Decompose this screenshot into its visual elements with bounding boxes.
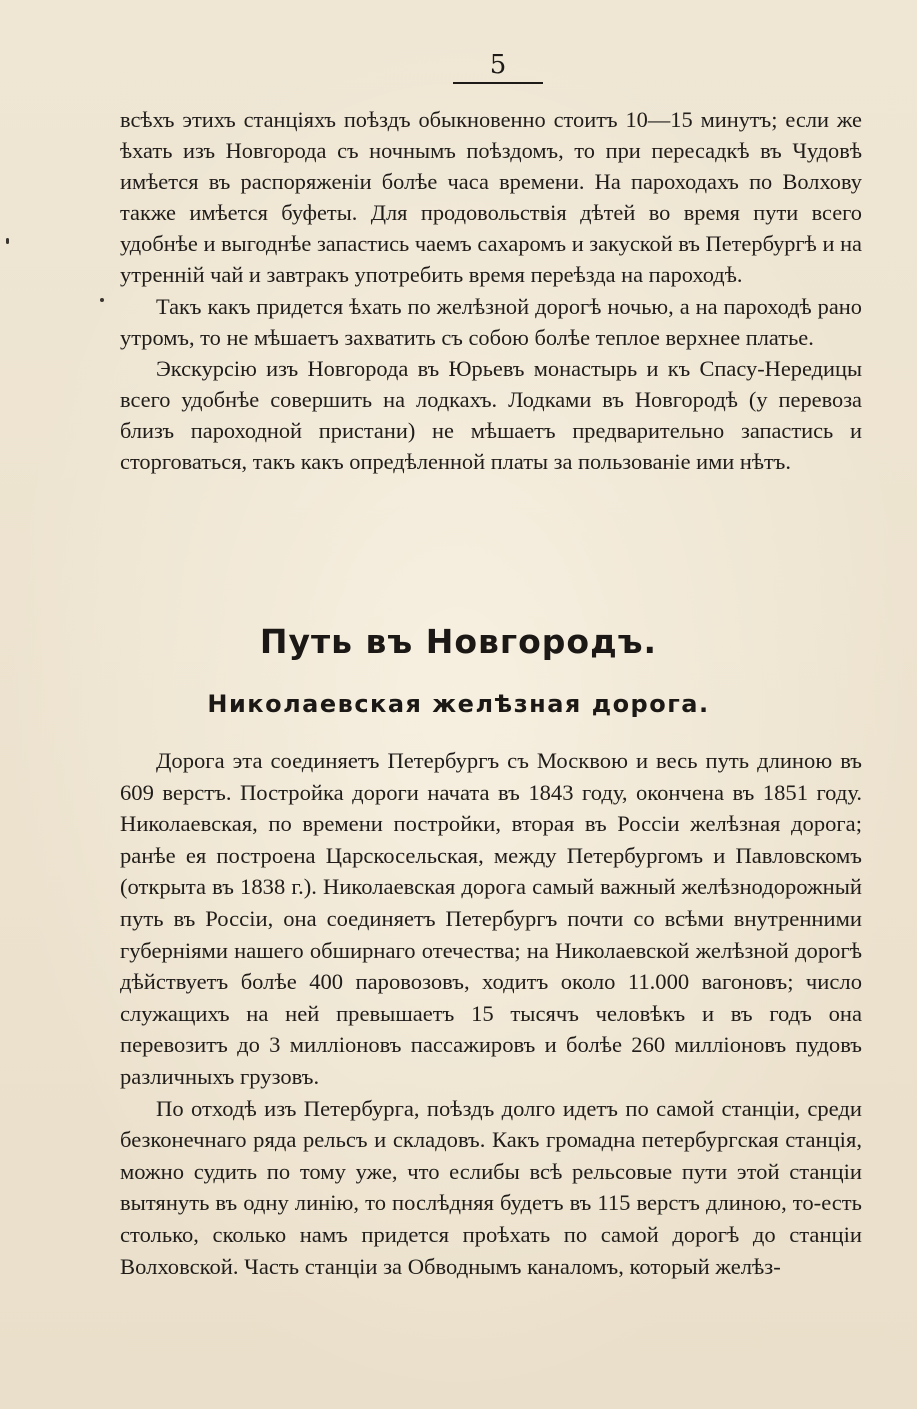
intro-paragraph-1: всѣхъ этихъ станціяхъ поѣздъ обыкновенно стоитъ 10—15 минутъ; если же ѣхать изъ Новгорода съ ночнымъ поѣздомъ, то при пересадкѣ въ Чудовѣ имѣется въ распоряженіи болѣе часа времени. На пароходахъ по Волхову также имѣется буфеты. Для продовольствія дѣтей во время пути всего удобнѣе и выгоднѣе запастись чаемъ сахаромъ и закуской въ Петербургѣ и на утренній чай и завтракъ употребить время переѣзда на пароходѣ. [120, 107, 862, 288]
intro-paragraph-2: Такъ какъ придется ѣхать по желѣзной дорогѣ ночью, а на пароходѣ рано утромъ, то не мѣшаетъ захватить съ собою болѣе теплое верхнее платье. [120, 293, 862, 350]
section-title: Николаевская желѣзная дорога. [207, 690, 710, 718]
page-number-header [453, 50, 543, 84]
margin-tick-mark [6, 238, 9, 244]
page-number: 5 [489, 50, 507, 80]
page-number-rule [453, 82, 543, 84]
intro-text-block [120, 104, 862, 477]
chapter-title: Путь въ Новгородъ. [259, 622, 658, 661]
section-paragraph-1: Дорога эта соединяетъ Петербургъ съ Москвою и весь путь длиною въ 609 верстъ. Постройка дороги начата въ 1843 году, окончена въ 1851 году. Николаевская, по времени постройки, вторая въ Россіи желѣзная дорога; ранѣе ея построена Царскосельская, между Петербургомъ и Павловскомъ (открыта въ 1838 г.). Николаевская дорога самый важный желѣзнодорожный путь въ Россіи, она соединяетъ Петербургъ почти со всѣми внутренними губерніями нашего обширнаго отечества; на Николаевской желѣзной дорогѣ дѣйствуетъ болѣе 400 паровозовъ, ходитъ около 11.000 вагоновъ; число служащихъ на ней превышаетъ 15 тысячъ человѣкъ и въ годъ она перевозитъ до 3 милліоновъ пассажировъ и болѣе 260 милліоновъ пудовъ различныхъ грузовъ. [120, 748, 862, 1089]
section-paragraph-2: По отходѣ изъ Петербурга, поѣздъ долго идетъ по самой станціи, среди безконечнаго ряда рельсъ и складовъ. Какъ громадна петербургская станція, можно судить по тому уже, что еслибы всѣ рельсовые пути этой станціи вытянуть въ одну линію, то послѣдняя будетъ въ 115 верстъ длиною, то-есть столько, сколько намъ придется проѣхать по самой дорогѣ до станціи Волховской. Часть станціи за Обводнымъ каналомъ, который желѣз- [120, 1095, 862, 1279]
margin-dot-mark [100, 298, 104, 302]
section-text-block [120, 745, 862, 1282]
intro-paragraph-3: Экскурсію изъ Новгорода въ Юрьевъ монастырь и къ Спасу-Нередицы всего удобнѣе совершить на лодкахъ. Лодками въ Новгородѣ (у перевоза близъ пароходной пристани) не мѣшаетъ предварительно запастись и сторговаться, такъ какъ опредѣленной платы за пользованіе ими нѣтъ. [120, 355, 862, 475]
